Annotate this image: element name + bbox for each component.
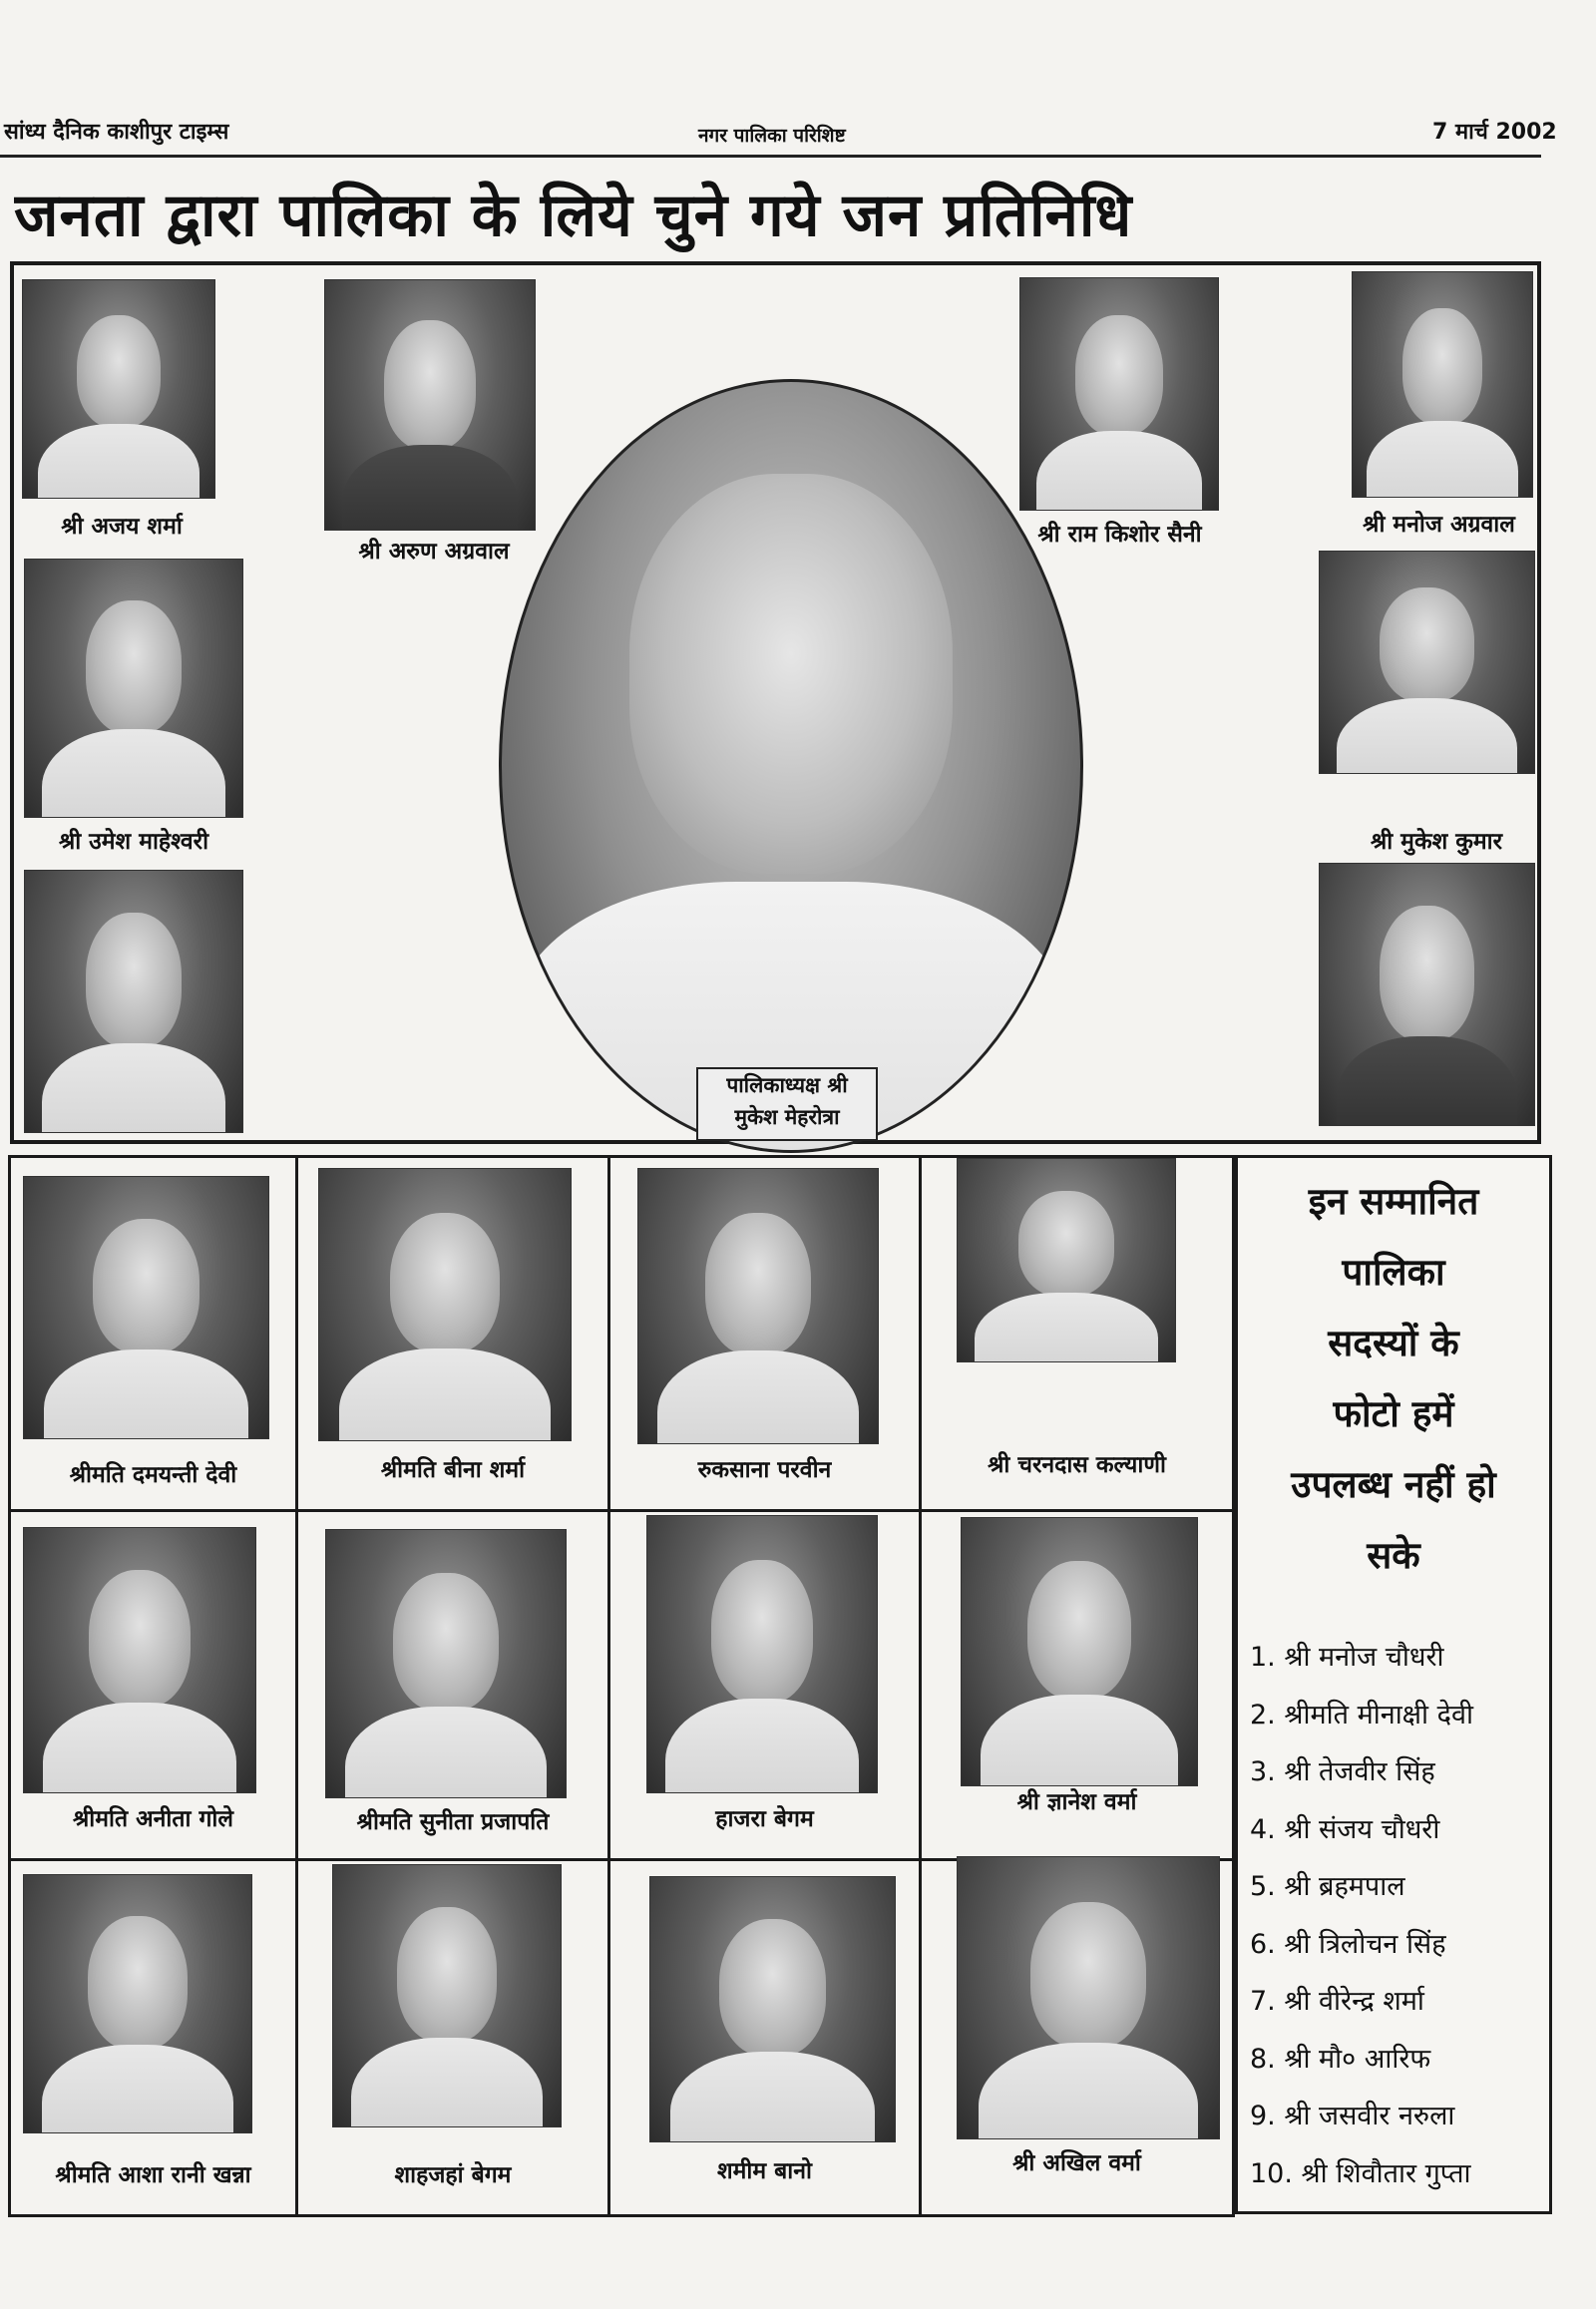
member-caption: श्रीमति अनीता गोले	[73, 1806, 233, 1832]
member-photo	[23, 1874, 252, 2133]
issue-date: 7 मार्च 2002	[1432, 120, 1557, 145]
member-photo	[23, 1176, 269, 1439]
list-item: 6. श्री त्रिलोचन सिंह	[1250, 1928, 1446, 1960]
member-caption: शाहजहां बेगम	[394, 2162, 512, 2188]
chairman-name: मुकेश मेहरोत्रा	[734, 1105, 840, 1129]
list-item: 2. श्रीमति मीनाक्षी देवी	[1250, 1699, 1473, 1731]
member-photo	[637, 1168, 879, 1444]
chairman-caption	[696, 1067, 878, 1141]
member-photo	[646, 1515, 878, 1793]
member-caption: श्री अजय शर्मा	[61, 514, 183, 540]
list-item: 4. श्री संजय चौधरी	[1250, 1813, 1440, 1845]
list-item: 9. श्री जसवीर नरुला	[1250, 2101, 1455, 2131]
member-caption: श्रीमति बीना शर्मा	[380, 1457, 526, 1483]
section-name: नगर पालिका परिशिष्ट	[698, 125, 846, 147]
member-photo	[1352, 271, 1533, 498]
list-item: 5. श्री ब्रहमपाल	[1250, 1871, 1405, 1902]
member-caption: रुकसाना परवीन	[697, 1457, 832, 1483]
list-item: 3. श्री तेजवीर सिंह	[1250, 1756, 1435, 1787]
member-photo	[957, 1158, 1176, 1362]
member-photo	[957, 1856, 1220, 2139]
member-caption: श्री मुकेश कुमार	[1370, 829, 1503, 855]
unavailable-photos-title: इन सम्मानित पालिका सदस्यों के फोटो हमें उपलब्ध नहीं हो सके	[1291, 1180, 1496, 1577]
unavailable-photos-box	[1235, 1155, 1552, 2214]
chairman-photo	[499, 379, 1083, 1153]
member-photo	[23, 1527, 256, 1793]
member-photo	[24, 559, 243, 818]
member-photo	[649, 1876, 896, 2142]
chairman-title: पालिकाध्यक्ष श्री	[726, 1073, 848, 1097]
member-caption: श्रीमति सुनीता प्रजापति	[356, 1809, 550, 1835]
member-photo	[324, 279, 536, 531]
member-caption: श्रीमति आशा रानी खन्ना	[55, 2162, 251, 2188]
bottom-members-grid	[8, 1155, 1235, 2217]
member-photo	[332, 1864, 562, 2127]
member-photo	[1319, 863, 1535, 1126]
member-caption: श्री अरुण अग्रवाल	[358, 539, 510, 565]
member-photo	[24, 870, 243, 1133]
member-photo	[1019, 277, 1219, 511]
member-photo	[961, 1517, 1198, 1786]
member-caption: श्री राम किशोर सैनी	[1037, 522, 1202, 548]
member-photo	[1319, 551, 1535, 774]
member-caption: श्री मनोज अग्रवाल	[1363, 512, 1515, 538]
masthead-rule	[0, 155, 1541, 158]
member-photo	[325, 1529, 567, 1798]
unavailable-members-list	[1238, 1629, 1473, 2202]
page-headline: जनता द्वारा पालिका के लिये चुने गये जन प्रतिनिधि	[14, 180, 1133, 250]
newspaper-name: सांध्य दैनिक काशीपुर टाइम्स	[4, 120, 229, 145]
member-caption: श्रीमति दमयन्ती देवी	[69, 1462, 237, 1488]
member-caption: श्री उमेश माहेश्वरी	[58, 829, 209, 855]
member-caption: श्री ज्ञानेश वर्मा	[1016, 1789, 1137, 1815]
member-photo	[318, 1168, 572, 1441]
list-item: 10. श्री शिवौतार गुप्ता	[1250, 2157, 1471, 2189]
member-photo	[22, 279, 215, 499]
member-caption: श्री अखिल वर्मा	[1012, 2150, 1141, 2176]
list-item: 1. श्री मनोज चौधरी	[1250, 1642, 1444, 1673]
member-caption: शमीम बानो	[717, 2158, 812, 2184]
list-item: 7. श्री वीरेन्द्र शर्मा	[1250, 1986, 1424, 2017]
list-item: 8. श्री मौ० आरिफ	[1250, 2043, 1431, 2075]
member-caption: श्री चरनदास कल्याणी	[988, 1452, 1166, 1478]
member-caption: हाजरा बेगम	[715, 1806, 814, 1832]
